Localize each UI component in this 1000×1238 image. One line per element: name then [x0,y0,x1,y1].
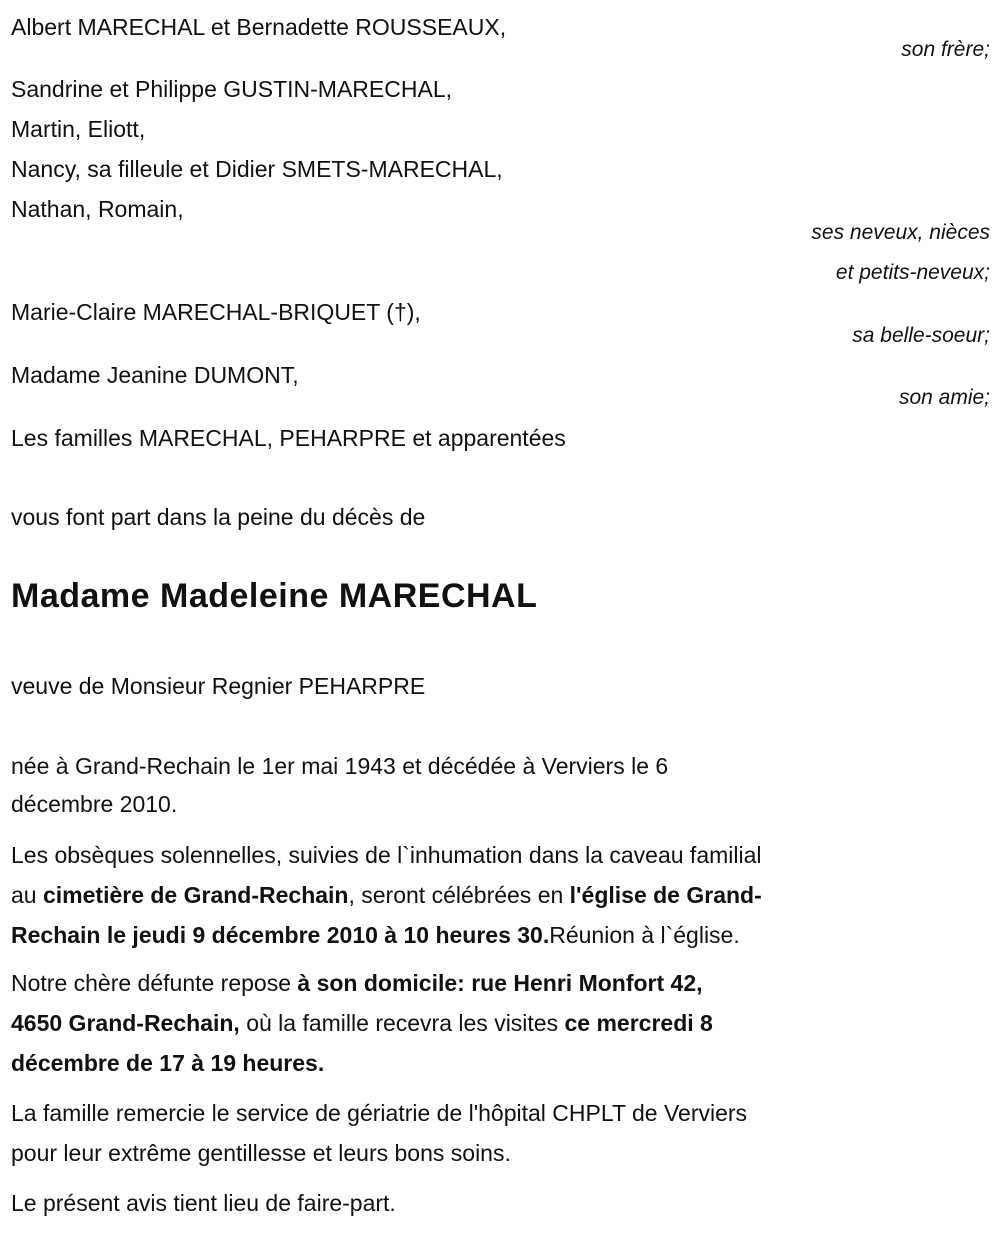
funeral-line [11,921,740,949]
family-name: Les familles MARECHAL, PEHARPRE et apparentées [11,425,566,451]
cemetery: cimetière de Grand-Rechain [42,882,349,908]
funeral-line [11,881,762,909]
family-name: Albert MARECHAL et Bernadette ROUSSEAUX, [11,14,507,40]
family-name: Marie-Claire MARECHAL-BRIQUET (†), [11,299,421,325]
deceased-name: Madame Madeleine MARECHAL [11,577,538,615]
thanks-line: pour leur extrême gentillesse et leurs bons soins. [11,1140,511,1166]
closing-text: Le présent avis tient lieu de faire-part. [11,1190,396,1216]
intro-text: vous font part dans la peine du décès de [11,504,426,530]
visit-time: décembre de 17 à 19 heures. [11,1050,325,1076]
rest-line [11,1049,324,1077]
birth-line: née à Grand-Rechain le 1er mai 1943 et décédée à Verviers le 6 [11,753,669,779]
relation: son amie; [898,386,990,409]
text: où la famille recevra les visites [239,1010,565,1036]
text: au [11,882,43,908]
widow-text: veuve de Monsieur Regnier PEHARPRE [11,673,426,699]
address: à son domicile: rue Henri Monfort 42, [297,970,703,996]
rest-line [11,969,703,997]
family-name: Martin, Eliott, [11,116,146,142]
relation: son frère; [901,38,990,61]
church: l'église de Grand- [569,882,762,908]
relation: et petits-neveux; [835,261,990,284]
family-name: Sandrine et Philippe GUSTIN-MARECHAL, [11,76,452,102]
text: , seront célébrées en [348,882,570,908]
funeral-datetime: Rechain le jeudi 9 décembre 2010 à 10 heures 30. [11,922,550,948]
text: Notre chère défunte repose [11,970,298,996]
birth-line: décembre 2010. [11,791,178,817]
rest-line [11,1009,713,1037]
relation: ses neveux, nièces [811,221,990,244]
family-name: Nathan, Romain, [11,196,184,222]
visit-time: ce mercredi 8 [564,1010,713,1036]
text: Réunion à l`église. [549,922,740,948]
family-name: Madame Jeanine DUMONT, [11,362,299,388]
funeral-line: Les obsèques solennelles, suivies de l`inhumation dans la caveau familial [11,842,762,868]
thanks-line: La famille remercie le service de gériatrie de l'hôpital CHPLT de Verviers [11,1100,748,1126]
address: 4650 Grand-Rechain, [11,1010,240,1036]
relation: sa belle-soeur; [852,324,990,347]
family-name: Nancy, sa filleule et Didier SMETS-MARECHAL, [11,156,503,182]
